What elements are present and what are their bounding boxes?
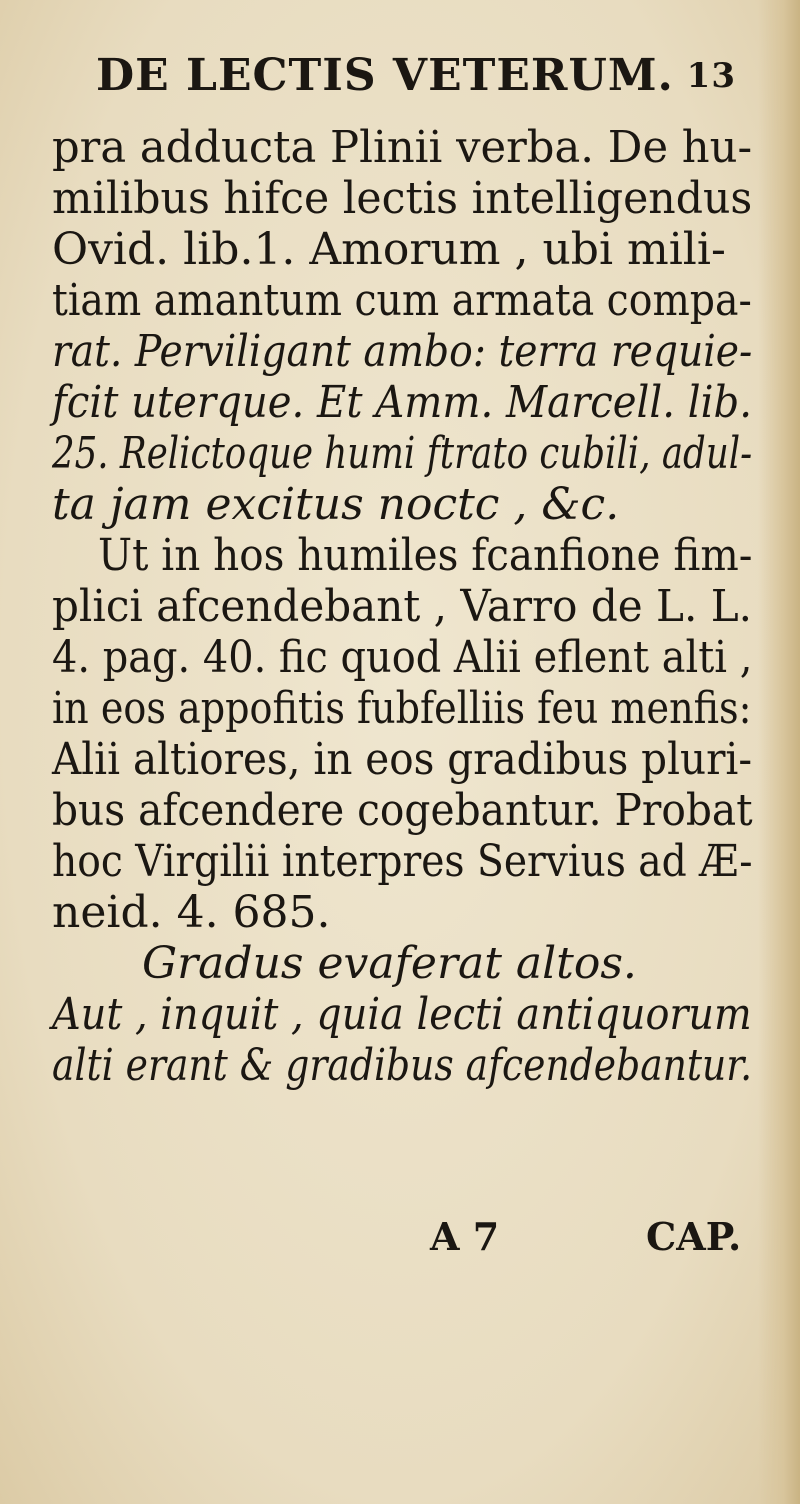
signature-mark: A 7 — [430, 1214, 500, 1259]
text-line: rat. Perviligant ambo: terra requie- — [52, 326, 753, 377]
text-line: Ut in hos humiles fcanfione fim- — [98, 530, 753, 581]
text-line: fcit uterque. Et Amm. Marcell. lib. — [52, 377, 752, 428]
text-line: ta jam excitus noctc , &c. — [52, 479, 620, 530]
text-line: Aut , inquit , quia lecti antiquorum — [52, 989, 752, 1040]
running-header — [96, 50, 736, 120]
page-edge-shadow — [758, 0, 800, 1504]
text-line: in eos appofitis fubfelliis feu menfis: — [52, 683, 752, 734]
text-line: plici afcendebant , Varro de L. L. — [52, 581, 753, 632]
text-line: hoc Virgilii interpres Servius ad Æ- — [52, 836, 753, 887]
text-line: milibus hifce lectis intelligendus — [52, 173, 753, 224]
text-line: pra adducta Plinii verba. De hu- — [52, 122, 753, 173]
text-line: neid. 4. 685. — [52, 887, 331, 938]
text-line: alti erant & gradibus afcendebantur. — [52, 1040, 753, 1091]
page-number: 13 — [686, 56, 736, 96]
text-line: tiam amantum cum armata compa- — [52, 275, 752, 326]
text-line: Alii altiores, in eos gradibus pluri- — [52, 734, 753, 785]
catchword: CAP. — [646, 1214, 742, 1259]
text-line: 25. Relictoque humi ftrato cubili, adul- — [52, 428, 753, 479]
text-line: bus afcendere cogebantur. Probat — [52, 785, 753, 836]
body-text — [52, 122, 752, 1091]
text-line: Gradus evaferat altos. — [142, 938, 637, 989]
text-line: 4. pag. 40. fic quod Alii eflent alti , — [52, 632, 753, 683]
header-title: DE LECTIS VETERUM. — [96, 50, 674, 101]
text-line: Ovid. lib.1. Amorum , ubi mili- — [52, 224, 726, 275]
catchline — [0, 1214, 800, 1274]
